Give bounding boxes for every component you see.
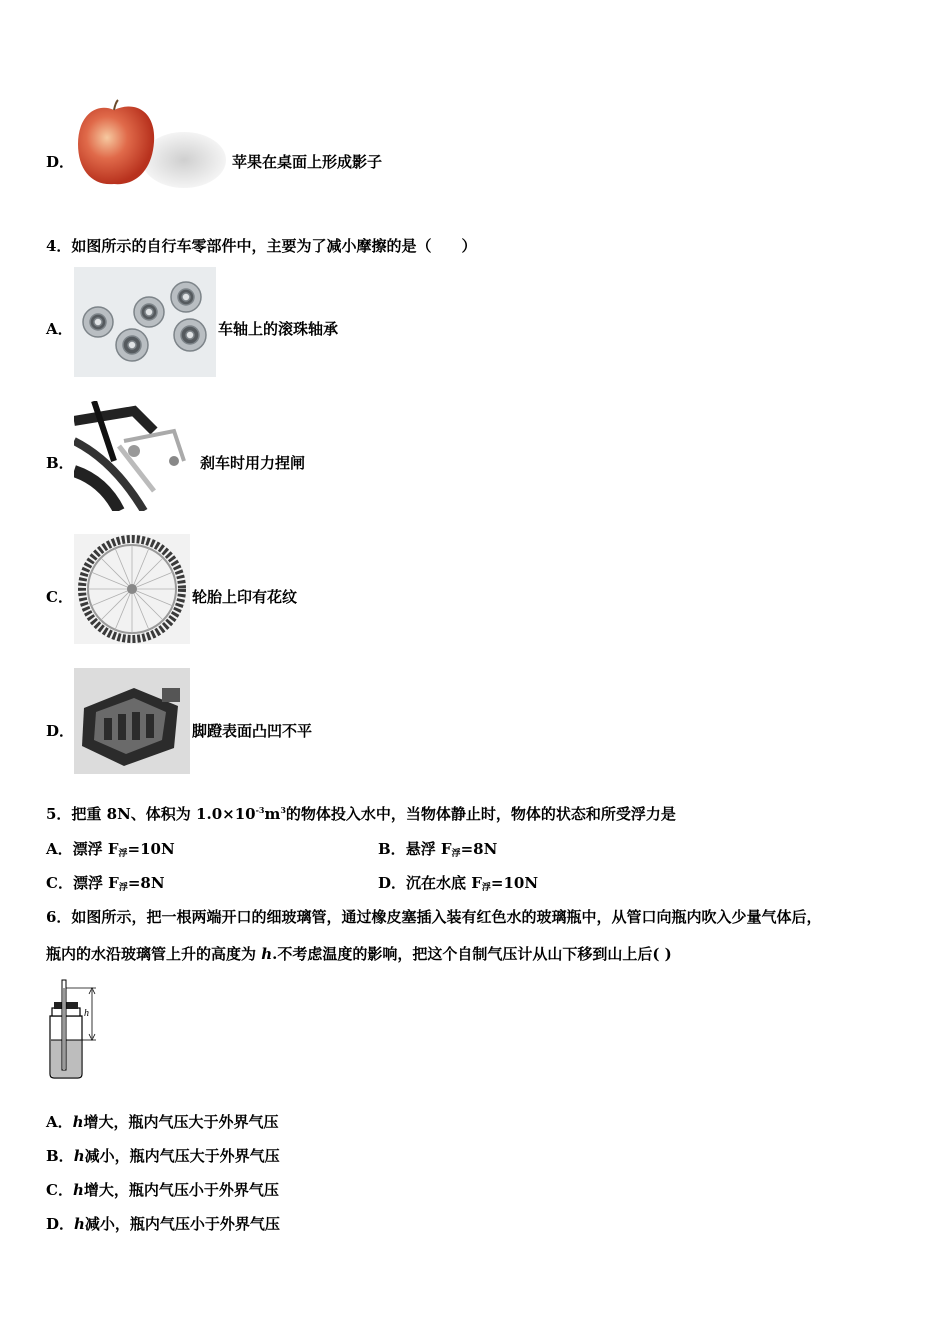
q6-option-a <box>46 1112 279 1132</box>
q5-option-c-label: C． <box>46 874 73 892</box>
q6-option-d-var: h <box>74 1215 85 1233</box>
q6-option-b-var: h <box>73 1147 85 1165</box>
q5-option-d <box>378 873 538 898</box>
q5-option-a-post: =10N <box>127 840 175 858</box>
q3-option-d-label: D． <box>46 153 75 171</box>
q6-option-c-var: h <box>72 1181 84 1199</box>
q5-stem-a: 5．把重 8N、体积为 1.0×10 <box>46 805 256 823</box>
q4-option-d-text: 脚蹬表面凸凹不平 <box>192 722 313 740</box>
q5-option-c-post: =8N <box>127 874 165 892</box>
q6-option-a-var: h <box>72 1113 84 1131</box>
q5-option-b-pre: 悬浮 F <box>405 840 452 858</box>
q5-stem-b: m <box>264 805 281 823</box>
bicycle-brake-image <box>74 401 196 511</box>
q6-option-a-label: A． <box>46 1113 73 1131</box>
q6-option-b <box>46 1146 280 1166</box>
q6-option-d <box>46 1214 280 1234</box>
q4-option-b-text: 刹车时用力捏闸 <box>200 454 306 472</box>
q6-stem-line2-a: 瓶内的水沿玻璃管上升的高度为 <box>46 945 262 963</box>
q5-option-a <box>46 839 175 864</box>
q6-option-c <box>46 1180 279 1200</box>
q6-option-b-label: B． <box>46 1147 74 1165</box>
q5-option-b-label: B． <box>378 840 406 858</box>
q5-option-d-pre: 沉在水底 F <box>406 874 482 892</box>
q6-stem-var-h: h <box>261 945 273 963</box>
q5-option-d-sub: 浮 <box>481 883 491 893</box>
q5-stem-c: 的物体投入水中，当物体静止时，物体的状态和所受浮力是 <box>285 805 676 823</box>
q5-option-c-pre: 漂浮 F <box>72 874 119 892</box>
q4-option-d-label: D． <box>46 722 75 740</box>
q6-stem-line2-b: .不考虑温度的影响，把这个自制气压计从山下移到山上后( ) <box>272 945 672 963</box>
barometer-diagram <box>40 978 104 1080</box>
q4-stem: 4．如图所示的自行车零部件中，主要为了减小摩擦的是（ ） <box>46 237 477 255</box>
q4-option-c-text: 轮胎上印有花纹 <box>192 588 298 606</box>
q6-option-c-label: C． <box>46 1181 73 1199</box>
q6-stem-line1: 6．如图所示，把一根两端开口的细玻璃管，通过橡皮塞插入装有红色水的玻璃瓶中，从管口向瓶内吹入少量气体后， <box>46 908 822 926</box>
bicycle-pedal-image <box>74 668 190 774</box>
q6-option-d-label: D． <box>46 1215 75 1233</box>
q6-option-b-text: 减小，瓶内气压大于外界气压 <box>84 1147 280 1165</box>
q4-option-a-text: 车轴上的滚珠轴承 <box>218 320 339 338</box>
q5-option-a-pre: 漂浮 F <box>72 840 119 858</box>
q6-option-a-text: 增大，瓶内气压大于外界气压 <box>83 1113 279 1131</box>
apple-image <box>74 98 226 194</box>
q6-stem-line2 <box>46 944 672 964</box>
q6-option-c-text: 增大，瓶内气压小于外界气压 <box>83 1181 279 1199</box>
q5-stem-exp2: 3 <box>280 805 286 815</box>
q5-option-d-label: D． <box>378 874 407 892</box>
bicycle-wheel-image <box>74 534 190 644</box>
q5-stem <box>46 804 676 824</box>
q4-option-b-label: B． <box>46 454 74 472</box>
q5-option-a-sub: 浮 <box>118 849 128 859</box>
q5-option-c-sub: 浮 <box>118 883 128 893</box>
q5-option-d-post: =10N <box>490 874 539 892</box>
q4-option-a-label: A． <box>46 320 73 338</box>
q5-option-b <box>378 839 497 864</box>
q4-option-c-label: C． <box>46 588 73 606</box>
q5-stem-exp: -3 <box>255 805 265 815</box>
q5-option-c <box>46 873 165 898</box>
ball-bearings-image <box>74 267 216 377</box>
q5-option-b-post: =8N <box>460 840 498 858</box>
q3-option-d-text: 苹果在桌面上形成影子 <box>232 153 383 171</box>
q5-option-a-label: A． <box>46 840 73 858</box>
q5-option-b-sub: 浮 <box>451 849 461 859</box>
h-dimension-label: h <box>84 1008 89 1019</box>
q6-option-d-text: 减小，瓶内气压小于外界气压 <box>84 1215 280 1233</box>
